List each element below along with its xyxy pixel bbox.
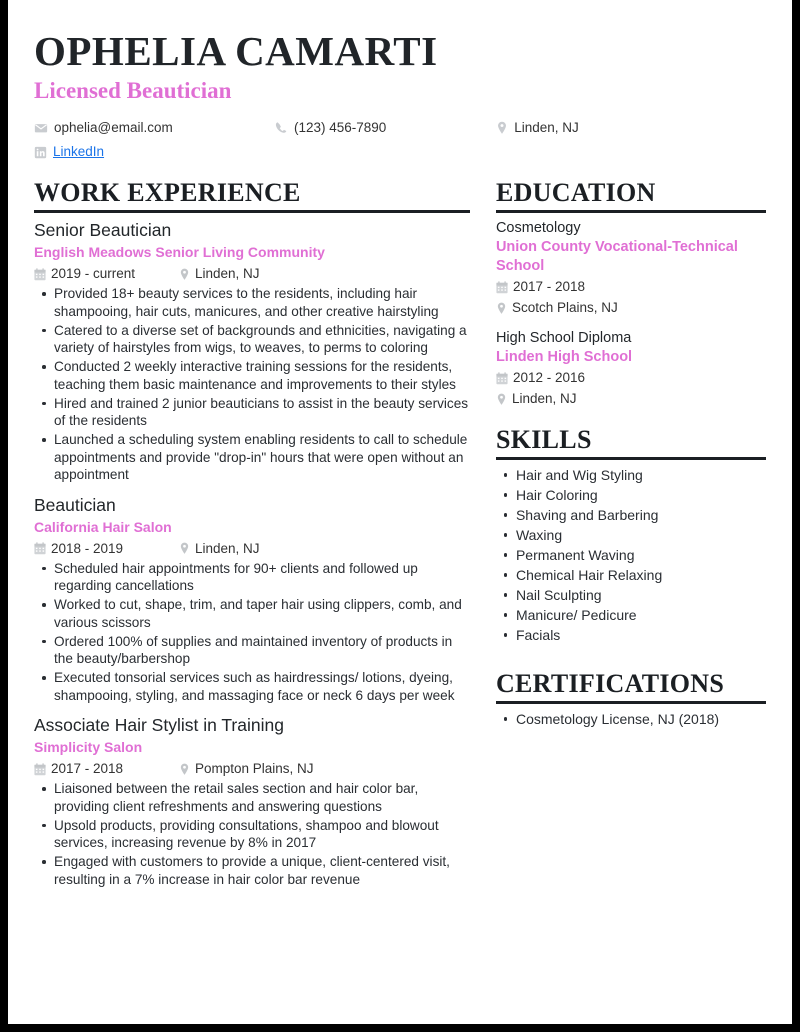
education-dates-text: 2012 - 2016 (512, 370, 586, 385)
calendar-icon (34, 268, 46, 281)
job-location-text: Linden, NJ (195, 540, 260, 556)
job-location (179, 264, 260, 284)
list-item: Upsold products, providing consultations, shampoo and blowout services, increasing revenue by 8% in 2017 (34, 817, 470, 852)
section-divider-skills (496, 457, 766, 460)
list-item: Worked to cut, shape, trim, and taper hair using clippers, comb, and various scissors (34, 596, 470, 631)
job-meta (34, 759, 470, 779)
job-title: Associate Hair Stylist in Training (34, 715, 284, 735)
section-heading-certifications: CERTIFICATIONS (495, 669, 725, 698)
job-company: English Meadows Senior Living Community (34, 244, 325, 260)
skill-item: Waxing (496, 525, 766, 545)
job-location-text: Pompton Plains, NJ (195, 761, 314, 776)
education-degree: High School Diploma (495, 330, 632, 346)
section-divider-certifications (496, 701, 766, 704)
job-location (179, 759, 314, 779)
section-divider-work (34, 210, 470, 213)
skill-item: Permanent Waving (496, 545, 766, 565)
skill-item: Hair and Wig Styling (496, 465, 766, 485)
contact-phone[interactable] (274, 116, 496, 140)
education-location (496, 389, 766, 409)
calendar-icon (496, 372, 508, 385)
section-heading-skills: SKILLS (495, 425, 592, 454)
location-pin-icon (179, 268, 190, 281)
skill-item: Shaving and Barbering (496, 505, 766, 525)
job-title: Beautician (34, 494, 116, 515)
job-bullets (34, 285, 470, 484)
section-work-experience (34, 178, 470, 888)
list-item: Ordered 100% of supplies and maintained inventory of products in the beauty/barbershop (34, 633, 470, 668)
contact-linkedin[interactable] (34, 140, 304, 164)
job-location (179, 539, 260, 559)
contact-row-primary (34, 116, 674, 140)
calendar-icon (496, 281, 508, 294)
skill-item: Hair Coloring (496, 485, 766, 505)
education-dates (496, 368, 766, 388)
calendar-icon (34, 542, 46, 555)
list-item: Executed tonsorial services such as hairdressings/ lotions, dyeing, shampooing, styling, and massaging face or neck 6 days per week (34, 669, 470, 704)
education-location-text: Linden, NJ (511, 391, 577, 406)
education-location-text: Scotch Plains, NJ (511, 300, 618, 315)
page-title: OPHELIA CAMARTI (34, 28, 438, 74)
left-column (34, 178, 470, 897)
education-meta (496, 277, 766, 318)
job-bullets (34, 560, 470, 705)
location-pin-icon (179, 542, 190, 555)
skill-item: Nail Sculpting (496, 585, 766, 605)
list-item: Engaged with customers to provide a unique, client-centered visit, resulting in a 7% increase in hair color bar revenue (34, 853, 470, 888)
contact-row-secondary (34, 140, 674, 164)
contact-grid (34, 116, 674, 164)
job-company: Simplicity Salon (34, 739, 143, 755)
contact-phone-text: (123) 456-7890 (294, 120, 387, 135)
job-dates (34, 264, 179, 284)
job-location-text: Linden, NJ (195, 266, 260, 281)
section-skills (496, 425, 766, 645)
list-item: Liaisoned between the retail sales section and hair color bar, providing client refreshments and answering questions (34, 780, 470, 815)
list-item: Hired and trained 2 junior beauticians to assist in the beauty services of the residents (34, 395, 470, 430)
skill-item: Facials (496, 625, 766, 645)
location-pin-icon (496, 393, 507, 406)
section-heading-work: WORK EXPERIENCE (34, 178, 301, 207)
work-entry (34, 713, 470, 888)
education-entries (496, 218, 766, 409)
education-degree: Cosmetology (495, 220, 581, 236)
envelope-icon (34, 121, 48, 135)
list-item: Launched a scheduling system enabling residents to call to schedule appointments and provide "drop-in" hours that were open without an appointment (34, 431, 470, 484)
education-entry (496, 328, 766, 409)
job-dates (34, 539, 179, 559)
job-dates (34, 759, 179, 779)
section-heading-education: EDUCATION (495, 178, 656, 207)
work-entry (34, 493, 470, 705)
resume-page (8, 0, 792, 1024)
list-item: Scheduled hair appointments for 90+ clients and followed up regarding cancellations (34, 560, 470, 595)
job-dates-text: 2018 - 2019 (51, 540, 124, 556)
job-dates-text: 2017 - 2018 (51, 761, 124, 776)
list-item: Catered to a diverse set of backgrounds and ethnicities, navigating a variety of hairstyles from wigs, to weaves, to perms to coloring (34, 322, 470, 357)
certifications-list (496, 709, 766, 729)
contact-email[interactable] (34, 116, 274, 140)
work-entry (34, 218, 470, 484)
section-divider-education (496, 210, 766, 213)
education-school: Linden High School (495, 349, 633, 365)
section-certifications (496, 669, 766, 729)
work-entries (34, 218, 470, 888)
job-dates-text: 2019 - current (51, 266, 136, 281)
location-pin-icon (496, 121, 508, 135)
list-item: Conducted 2 weekly interactive training sessions for the residents, teaching them basic maintenance and improvements to their styles (34, 358, 470, 393)
calendar-icon (34, 763, 46, 776)
education-location (496, 298, 766, 318)
skills-list (496, 465, 766, 645)
certification-item: Cosmetology License, NJ (2018) (496, 709, 766, 729)
education-dates (496, 277, 766, 297)
education-meta (496, 368, 766, 409)
skill-item: Manicure/ Pedicure (496, 605, 766, 625)
contact-linkedin-link[interactable]: LinkedIn (53, 144, 105, 159)
education-school: Union County Vocational-Technical School (495, 239, 738, 274)
job-meta (34, 264, 470, 284)
education-dates-text: 2017 - 2018 (512, 279, 586, 294)
section-education (496, 178, 766, 409)
contact-location-text: Linden, NJ (514, 120, 579, 135)
job-bullets (34, 780, 470, 888)
job-title: Senior Beautician (34, 220, 172, 240)
phone-icon (274, 121, 288, 135)
list-item: Provided 18+ beauty services to the residents, including hair shampooing, hair cuts, manicures, and other creative hairstyling (34, 285, 470, 320)
job-company: California Hair Salon (34, 518, 172, 535)
skill-item: Chemical Hair Relaxing (496, 565, 766, 585)
location-pin-icon (496, 302, 507, 315)
contact-location (496, 116, 674, 140)
right-column (496, 178, 766, 897)
resume-header (8, 0, 792, 164)
contact-email-text: ophelia@email.com (54, 120, 173, 135)
location-pin-icon (179, 763, 190, 776)
professional-title: Licensed Beautician (34, 78, 232, 103)
resume-body (8, 164, 792, 897)
education-entry (496, 218, 766, 318)
job-meta (34, 539, 470, 559)
linkedin-icon (34, 146, 47, 159)
